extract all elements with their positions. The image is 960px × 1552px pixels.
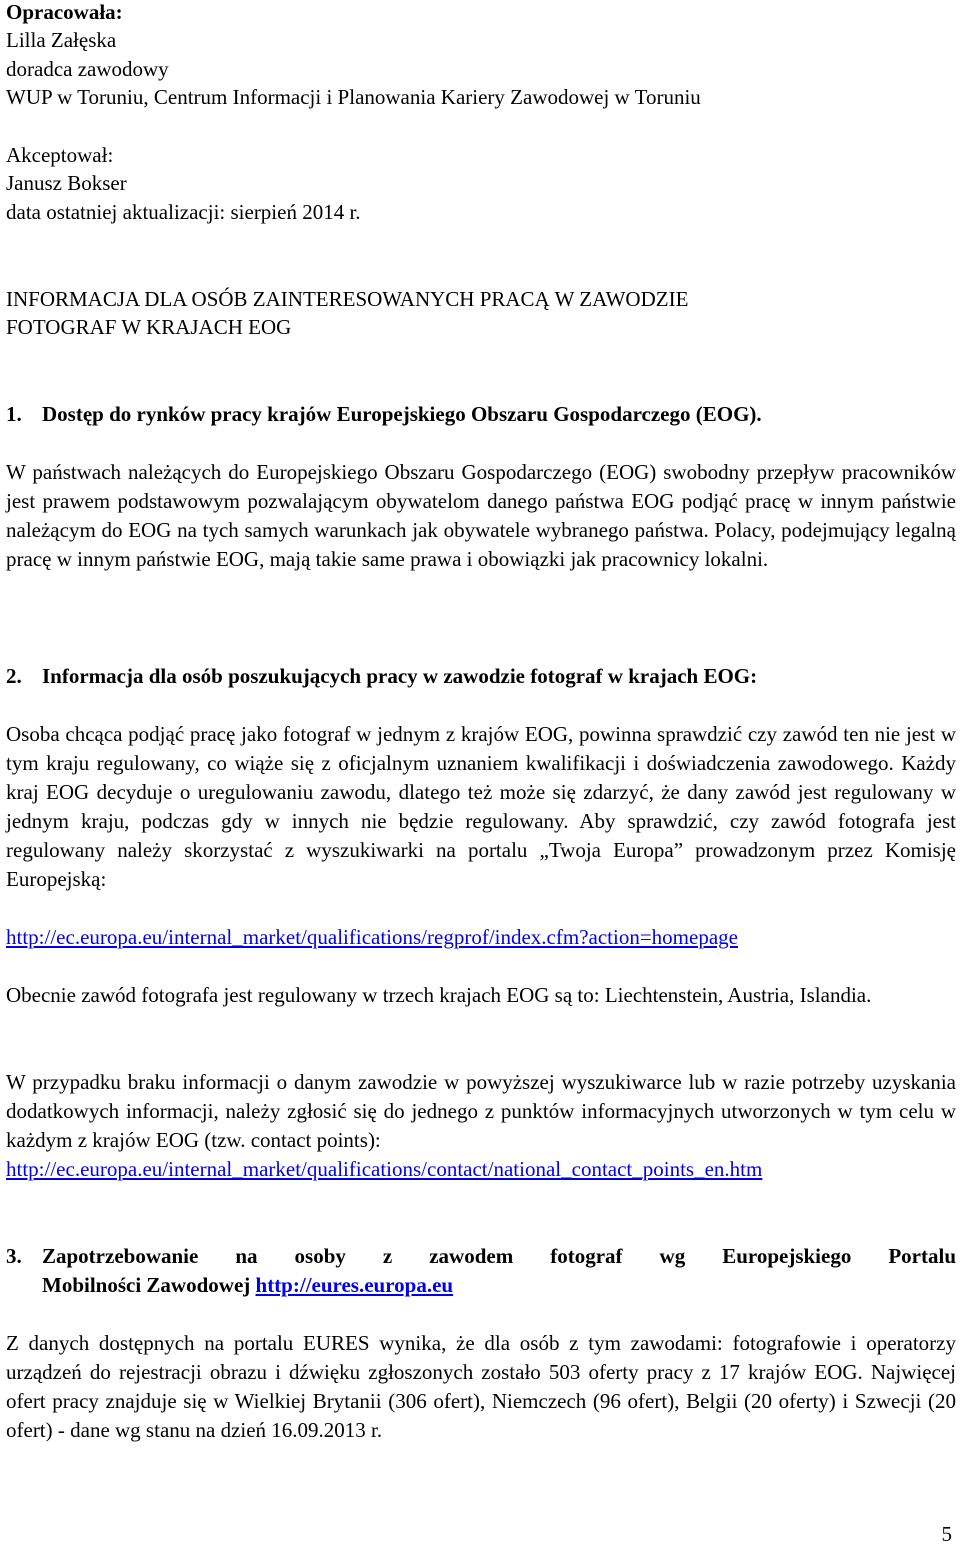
regprof-link[interactable]: http://ec.europa.eu/internal_market/qualifications/regprof/index.cfm?action=homepage	[6, 925, 738, 949]
section-3-number: 3.	[6, 1244, 22, 1268]
section-2-paragraph-2: Obecnie zawód fotografa jest regulowany w trzech krajach EOG są to: Liechtenstein, Austria, Islandia.	[6, 983, 872, 1007]
update-date: data ostatniej aktualizacji: sierpień 2014 r.	[6, 200, 361, 224]
section-2-paragraph-1: Osoba chcąca podjąć pracę jako fotograf w jednym z krajów EOG, powinna sprawdzić czy zawód ten nie jest w tym kraju regulowany, co wiąże się z oficjalnym uznaniem kwalifikacji i doświadczenia zawodowego. Każdy kraj EOG decyduje o uregulowaniu zawodu, dlatego też może się zdarzyć, że dany zawód jest regulowany w jednym kraju, podczas gdy w innych nie będzie regulowany. Aby sprawdzić, czy zawód fotografa jest regulowany należy skorzystać z wyszukiwarki na portalu „Twoja Europa” prowadzonym przez Komisję Europejską:	[6, 722, 956, 891]
section-2-number: 2.	[6, 664, 22, 688]
document-title-line2: FOTOGRAF W KRAJACH EOG	[6, 315, 292, 339]
author-role: doradca zawodowy	[6, 57, 169, 81]
approved-name: Janusz Bokser	[6, 171, 127, 195]
section-3-heading	[6, 1242, 956, 1300]
page-number: 5	[941, 1522, 952, 1546]
author-name: Lilla Załęska	[6, 28, 117, 52]
author-organization: WUP w Toruniu, Centrum Informacji i Planowania Kariery Zawodowej w Toruniu	[6, 85, 701, 109]
eures-link[interactable]: http://eures.europa.eu	[255, 1273, 454, 1297]
section-3-title-line1: Zapotrzebowanie na osoby z zawodem fotograf wg Europejskiego Portalu	[42, 1244, 956, 1268]
section-1-heading	[6, 400, 762, 429]
document-title-line1: INFORMACJA DLA OSÓB ZAINTERESOWANYCH PRACĄ W ZAWODZIE	[6, 287, 689, 311]
section-3-paragraph: Z danych dostępnych na portalu EURES wynika, że dla osób z tym zawodami: fotografowie i operatorzy urządzeń do rejestracji obrazu i dźwięku zgłoszonych zostało 503 oferty pracy z 17 krajów EOG. Najwięcej ofert pracy znajduje się w Wielkiej Brytanii (306 ofert), Niemczech (96 ofert), Belgii (20 oferty) i Szwecji (20 ofert) - dane wg stanu na dzień 16.09.2013 r.	[6, 1331, 956, 1442]
section-1-number: 1.	[6, 402, 22, 426]
approved-label: Akceptował:	[6, 143, 114, 167]
section-2-title: Informacja dla osób poszukujących pracy w zawodzie fotograf w krajach EOG:	[42, 664, 758, 688]
author-label: Opracowała:	[6, 0, 123, 24]
contact-points-link[interactable]: http://ec.europa.eu/internal_market/qualifications/contact/national_contact_points_en.htm	[6, 1157, 763, 1181]
section-2-heading	[6, 662, 757, 691]
section-1-paragraph: W państwach należących do Europejskiego Obszaru Gospodarczego (EOG) swobodny przepływ pracowników jest prawem podstawowym pozwalającym obywatelom danego państwa EOG podjąć pracę w innym państwie należącym do EOG na tych samych warunkach jak obywatele wybranego państwa. Polacy, podejmujący legalną pracę w innym państwie EOG, mają takie same prawa i obowiązki jak pracownicy lokalni.	[6, 460, 956, 571]
section-2-paragraph-3: W przypadku braku informacji o danym zawodzie w powyższej wyszukiwarce lub w razie potrzeby uzyskania dodatkowych informacji, należy zgłosić się do jednego z punktów informacyjnych utworzonych w tym celu w każdym z krajów EOG (tzw. contact points):	[6, 1070, 956, 1152]
section-3-title-line2: Mobilności Zawodowej	[42, 1273, 251, 1297]
section-1-title: Dostęp do rynków pracy krajów Europejskiego Obszaru Gospodarczego (EOG).	[42, 402, 762, 426]
